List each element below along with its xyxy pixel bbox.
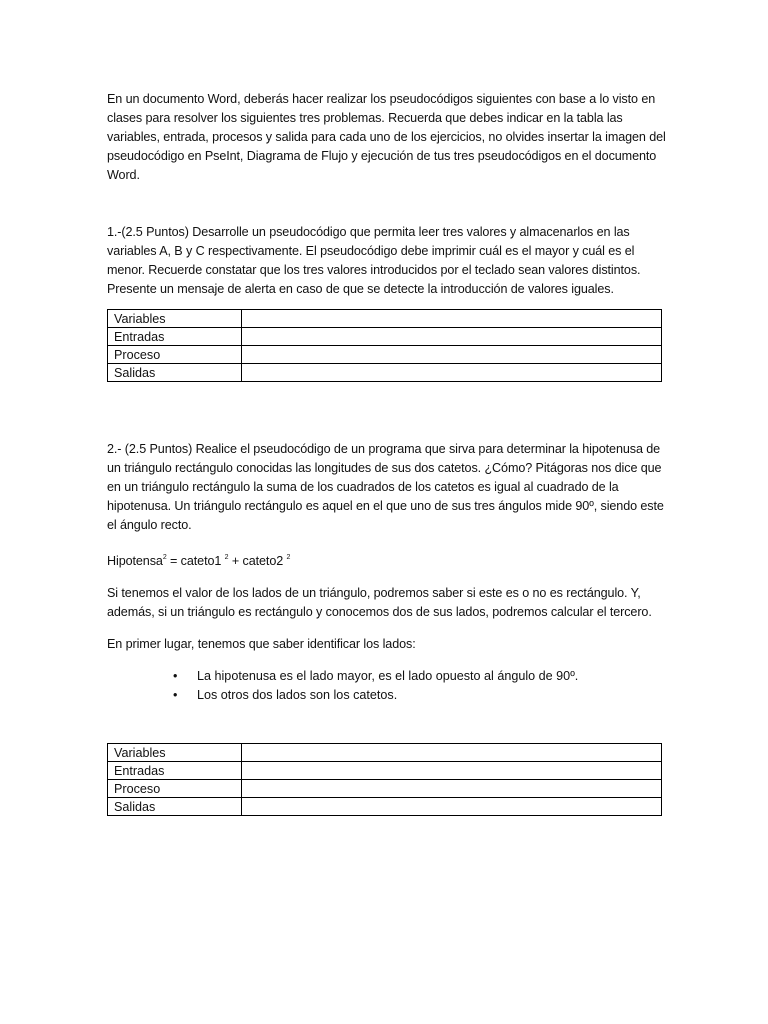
table-row-label: Variables <box>108 744 242 762</box>
table-row-label: Variables <box>108 310 242 328</box>
table-row <box>108 780 662 798</box>
table-row-value[interactable] <box>242 364 662 382</box>
table-row-label: Entradas <box>108 328 242 346</box>
table-row <box>108 364 662 382</box>
table-row-value[interactable] <box>242 744 662 762</box>
table-row <box>108 744 662 762</box>
table-row <box>108 798 662 816</box>
formula-cateto2: + cateto2 <box>228 554 287 568</box>
problem-2-table <box>107 743 662 816</box>
pythagoras-formula <box>107 548 667 571</box>
list-item-text: Los otros dos lados son los catetos. <box>197 688 398 702</box>
table-row-value[interactable] <box>242 346 662 364</box>
sides-bullet-list <box>107 667 667 705</box>
formula-hypotenuse: Hipotensa <box>107 554 163 568</box>
intro-paragraph: En un documento Word, deberás hacer realizar los pseudocódigos siguientes con base a lo visto en clases para resolver los siguientes tres problemas. Recuerda que debes indicar en la tabla las variables, entrada, procesos y salida para cada uno de los ejercicios, no olvides insertar la imagen del pseudocódigo en PseInt, Diagrama de Flujo y ejecución de tus tres pseudocódigos en el documento Word. <box>107 92 666 182</box>
formula-exponent: 2 <box>162 554 167 561</box>
formula-exponent: 2 <box>286 554 291 561</box>
list-item <box>173 686 667 705</box>
table-row <box>108 346 662 364</box>
formula-exponent: 2 <box>224 554 229 561</box>
table-row-value[interactable] <box>242 328 662 346</box>
formula-cateto1: = cateto1 <box>166 554 225 568</box>
table-row-value[interactable] <box>242 798 662 816</box>
table-row-label: Salidas <box>108 364 242 382</box>
document-page <box>107 90 667 816</box>
table-row-value[interactable] <box>242 762 662 780</box>
table-row-label: Entradas <box>108 762 242 780</box>
problem-2-paragraph-3: En primer lugar, tenemos que saber identificar los lados: <box>107 637 416 651</box>
problem-1-text: 1.-(2.5 Puntos) Desarrolle un pseudocódigo que permita leer tres valores y almacenarlos en las variables A, B y C respectivamente. El pseudocódigo debe imprimir cuál es el mayor y cuál es el menor. Recuerde constatar que los tres valores introducidos por el teclado sean valores distintos. Presente un mensaje de alerta en caso de que se detecte la introducción de valores iguales. <box>107 225 641 296</box>
table-row <box>108 310 662 328</box>
table-row-label: Salidas <box>108 798 242 816</box>
list-item-text: La hipotenusa es el lado mayor, es el lado opuesto al ángulo de 90º. <box>197 669 579 683</box>
problem-1-table <box>107 309 662 382</box>
list-item <box>173 667 667 686</box>
table-row-label: Proceso <box>108 780 242 798</box>
bullet-icon: • <box>173 688 178 702</box>
table-row-value[interactable] <box>242 780 662 798</box>
table-row-value[interactable] <box>242 310 662 328</box>
problem-2-paragraph-2: Si tenemos el valor de los lados de un triángulo, podremos saber si este es o no es rectángulo. Y, además, si un triángulo es rectángulo y conocemos dos de sus lados, podremos calcular el tercero. <box>107 586 652 619</box>
table-row-label: Proceso <box>108 346 242 364</box>
table-row <box>108 328 662 346</box>
problem-2-text: 2.- (2.5 Puntos) Realice el pseudocódigo de un programa que sirva para determinar la hipotenusa de un triángulo rectángulo conocidas las longitudes de sus dos catetos. ¿Cómo? Pitágoras nos dice que en un triángulo rectángulo la suma de los cuadrados de los catetos es igual al cuadrado de la hipotenusa. Un triángulo rectángulo es aquel en el que uno de sus tres ángulos mide 90º, siendo este el ángulo recto. <box>107 442 664 532</box>
table-row <box>108 762 662 780</box>
bullet-icon: • <box>173 669 178 683</box>
